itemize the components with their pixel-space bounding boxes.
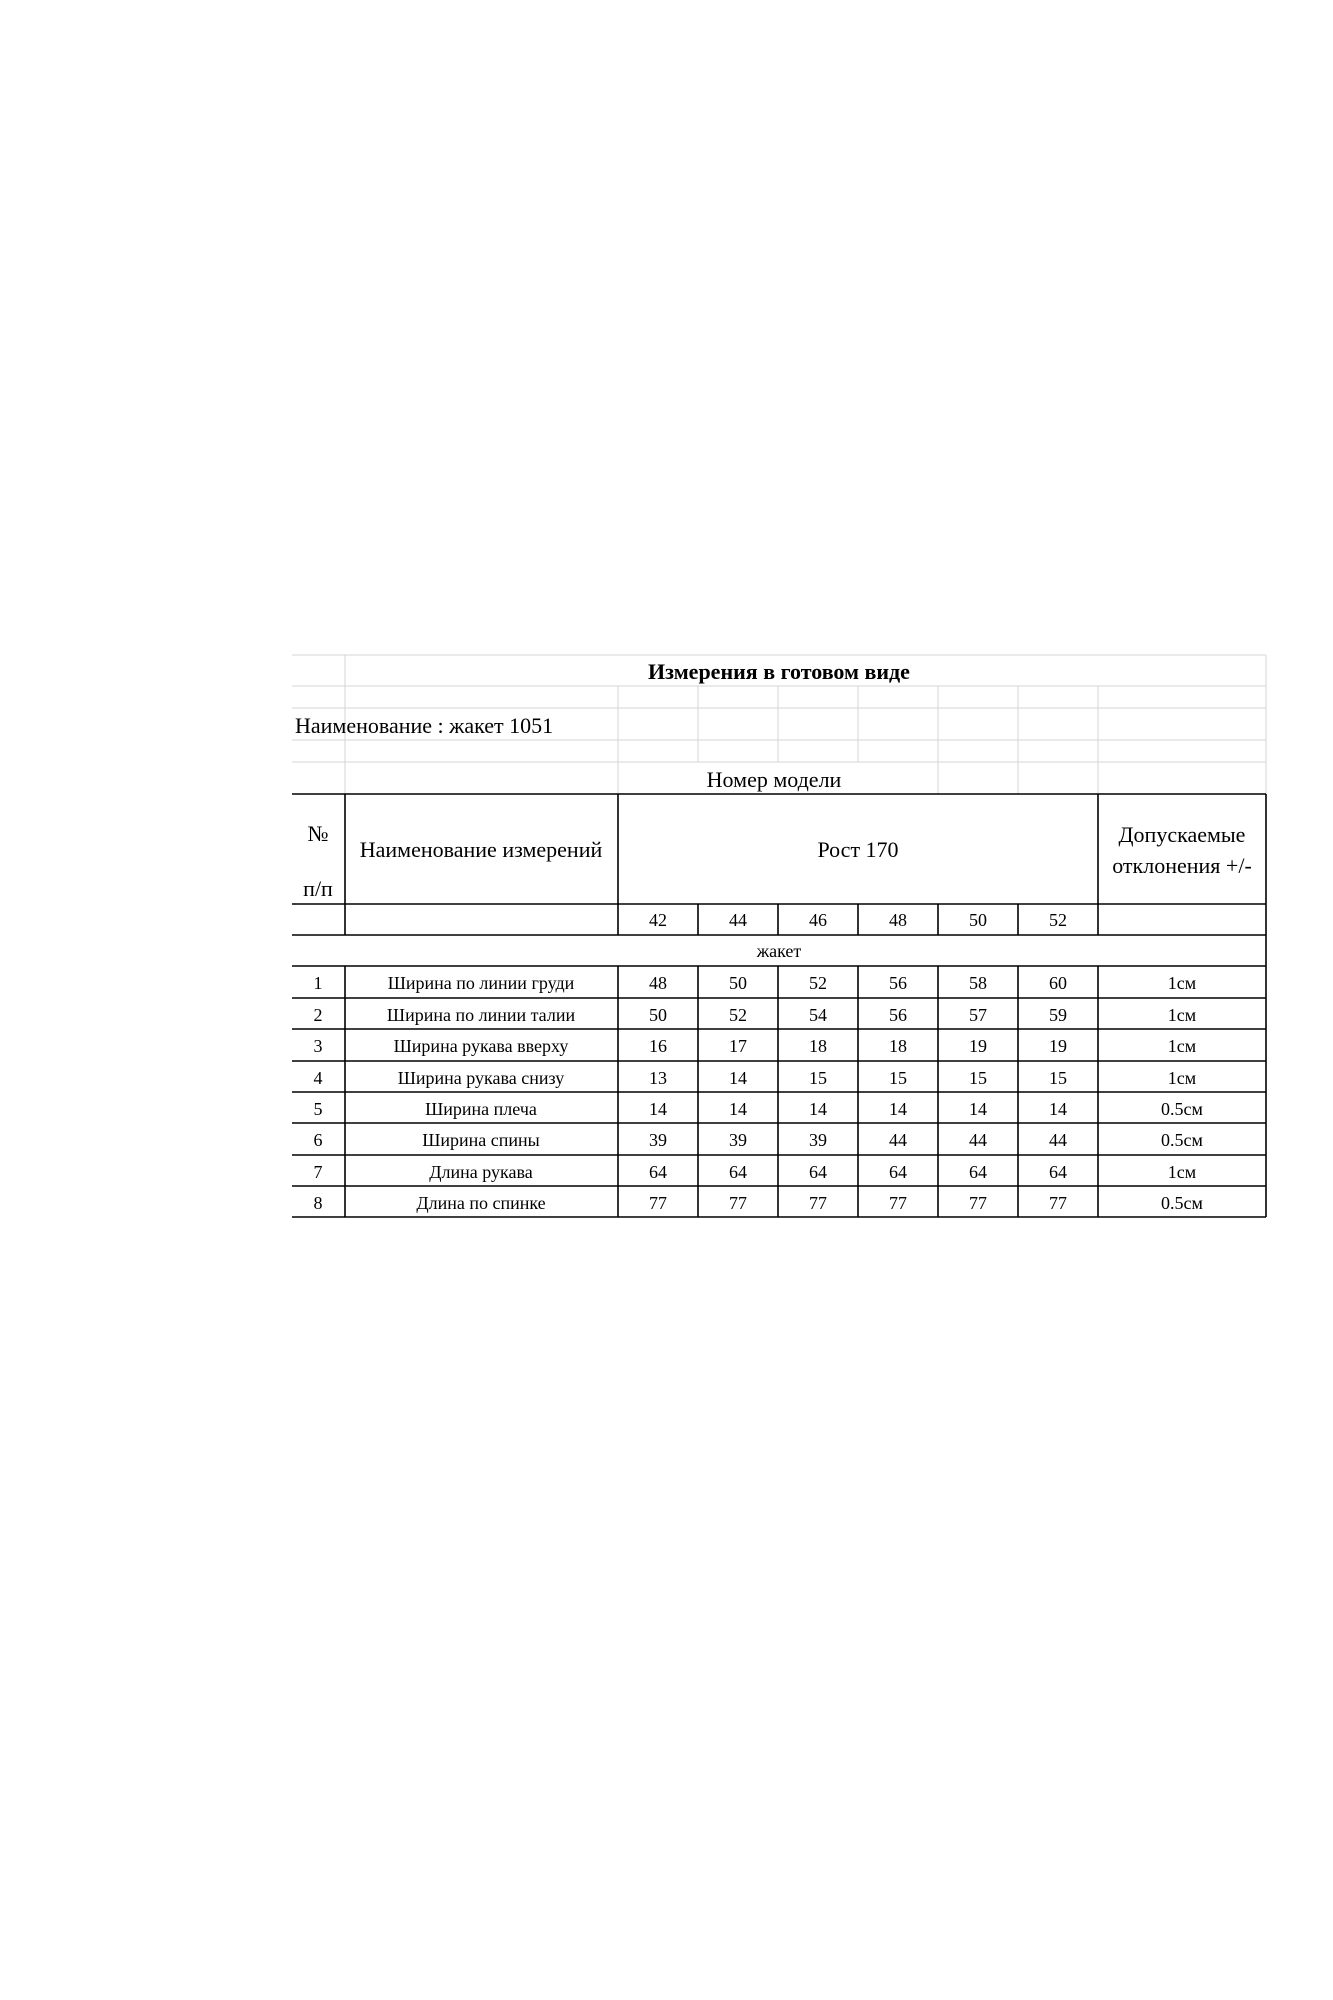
measurement-value: 57	[969, 1005, 987, 1025]
measurement-value: 14	[649, 1099, 667, 1119]
measurement-value: 44	[969, 1130, 987, 1150]
measurement-value: 13	[649, 1068, 667, 1088]
header-height: Рост 170	[817, 837, 899, 862]
measurement-value: 64	[809, 1162, 827, 1182]
measurement-value: 64	[1049, 1162, 1067, 1182]
measurement-value: 39	[809, 1130, 827, 1150]
tolerance-value: 0.5см	[1161, 1193, 1203, 1213]
measurement-value: 50	[649, 1005, 667, 1025]
measurement-name: Длина рукава	[429, 1162, 533, 1182]
size-header-cell: 50	[969, 910, 987, 930]
measurement-name: Ширина по линии груди	[387, 973, 575, 993]
product-name: Наименование : жакет 1051	[295, 713, 554, 738]
row-number: 6	[313, 1130, 323, 1150]
measurement-value: 64	[889, 1162, 907, 1182]
measurement-name: Ширина по линии талии	[386, 1005, 576, 1025]
measurement-value: 15	[889, 1068, 907, 1088]
measurement-value: 52	[809, 973, 827, 993]
measurement-value: 18	[809, 1036, 827, 1056]
measurement-value: 15	[969, 1068, 987, 1088]
size-header-cell: 52	[1049, 910, 1067, 930]
header-no-sub: п/п	[303, 876, 333, 901]
row-number: 2	[313, 1005, 323, 1025]
measurement-name: Ширина спины	[422, 1130, 540, 1150]
measurement-value: 19	[1049, 1036, 1067, 1056]
measurement-value: 15	[809, 1068, 827, 1088]
row-number: 3	[313, 1036, 323, 1056]
header-no: №	[307, 821, 329, 846]
measurement-value: 58	[969, 973, 987, 993]
row-number: 5	[313, 1099, 323, 1119]
row-number: 4	[313, 1068, 323, 1088]
measurement-value: 15	[1049, 1068, 1067, 1088]
measurement-value: 50	[729, 973, 747, 993]
measurement-name: Ширина рукава вверху	[393, 1036, 569, 1056]
measurement-value: 14	[729, 1099, 747, 1119]
measurement-value: 17	[729, 1036, 747, 1056]
measurement-value: 59	[1049, 1005, 1067, 1025]
row-number: 8	[313, 1193, 323, 1213]
tolerance-value: 1см	[1167, 1068, 1197, 1088]
header-tolerance: Допускаемые	[1118, 822, 1246, 847]
measurement-value: 60	[1049, 973, 1067, 993]
measurement-value: 64	[969, 1162, 987, 1182]
measurement-value: 14	[889, 1099, 907, 1119]
tolerance-value: 1см	[1167, 1036, 1197, 1056]
measurement-value: 44	[889, 1130, 907, 1150]
measurement-value: 14	[969, 1099, 987, 1119]
measurement-value: 14	[729, 1068, 747, 1088]
measurement-value: 64	[649, 1162, 667, 1182]
measurement-value: 39	[649, 1130, 667, 1150]
measurement-name: Длина по спинке	[416, 1193, 546, 1213]
measurement-value: 52	[729, 1005, 747, 1025]
header-measure-name: Наименование измерений	[359, 837, 603, 862]
measurement-name: Ширина рукава снизу	[397, 1068, 565, 1088]
header-tolerance-sub: отклонения +/-	[1112, 853, 1252, 878]
size-header-cell: 46	[809, 910, 827, 930]
size-header-cell: 42	[649, 910, 667, 930]
measurement-value: 16	[649, 1036, 667, 1056]
tolerance-value: 0.5см	[1161, 1099, 1203, 1119]
tolerance-value: 1см	[1167, 1005, 1197, 1025]
measurement-value: 77	[969, 1193, 987, 1213]
measurement-value: 77	[649, 1193, 667, 1213]
measurement-value: 77	[889, 1193, 907, 1213]
tolerance-value: 0.5см	[1161, 1130, 1203, 1150]
measurement-value: 77	[729, 1193, 747, 1213]
measurement-value: 14	[809, 1099, 827, 1119]
row-number: 7	[313, 1162, 323, 1182]
row-number: 1	[313, 973, 323, 993]
measurement-value: 77	[809, 1193, 827, 1213]
size-header-cell: 44	[729, 910, 747, 930]
model-number-label: Номер модели	[706, 767, 842, 792]
measurement-value: 77	[1049, 1193, 1067, 1213]
measurement-value: 39	[729, 1130, 747, 1150]
measurement-value: 48	[649, 973, 667, 993]
size-header-cell: 48	[889, 910, 907, 930]
tolerance-value: 1см	[1167, 973, 1197, 993]
measurement-value: 18	[889, 1036, 907, 1056]
measurement-value: 14	[1049, 1099, 1067, 1119]
tolerance-value: 1см	[1167, 1162, 1197, 1182]
measurement-value: 54	[809, 1005, 827, 1025]
measurement-value: 56	[889, 973, 907, 993]
measurement-value: 19	[969, 1036, 987, 1056]
measurement-value: 56	[889, 1005, 907, 1025]
section-label: жакет	[756, 941, 802, 961]
measurement-name: Ширина плеча	[425, 1099, 537, 1119]
sheet-title: Измерения в готовом виде	[648, 659, 910, 684]
measurement-value: 44	[1049, 1130, 1067, 1150]
measurement-value: 64	[729, 1162, 747, 1182]
